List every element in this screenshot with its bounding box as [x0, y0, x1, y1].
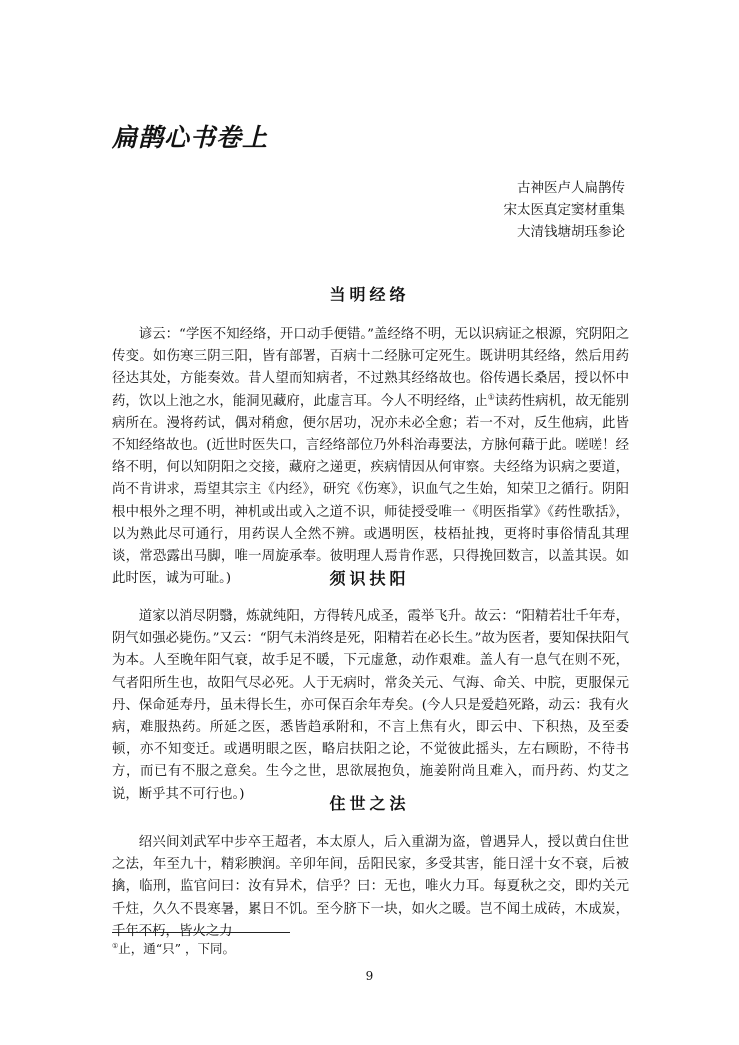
- section-heading: 须识扶阳: [329, 569, 410, 588]
- section-heading: 住世之法: [329, 794, 410, 813]
- attribution-line: 古神医卢人扁鹊传: [517, 180, 625, 196]
- footnote-text: 止，通“只” ，下同。: [118, 941, 236, 957]
- paragraph-text: 读药性病机，故无能别病所在。漫将药试，偶对稍愈，便尔居功，况亦未必全愈；若一不对，反生他病，此皆不知经络故也。(近世时医失口，言经络部位乃外科治毒要法，方脉何藉于此。嗟嗟！经络不明，何以知阴阳之交接，藏府之递更，疾病情因从何审察。夫经络为识病之要道，尚不肯讲求，焉望其宗主《内经》，研究《伤寒》，识血气之生始，知荣卫之循行。阴阳根中根外之理不明，神机或出或入之道不识，师徒授受唯一《明医指掌》《药性歌括》，以为熟此尽可通行，用药误人全然不辨。或遇明医，枝梧扯拽，更将时事俗情乱其理谈，常恐露出马脚，唯一周旋承奉。彼明理人焉肯作恶，只得挽回数言，以盖其误。如此时医，诚为可耻。): [112, 393, 630, 587]
- section-heading: 当明经络: [329, 285, 410, 304]
- attribution-line: 大清钱塘胡珏参论: [517, 224, 625, 240]
- attribution-block: [504, 177, 626, 243]
- section-paragraph: 绍兴间刘武军中步卒王超者，本太原人，后入重湖为盗，曾遇异人，授以黄白住世之法，年至九十，精彩腴润。辛卯年间，岳阳民家，多受其害，能日淫十女不衰，后被擒，临刑，监官问曰：汝有异术，信乎？曰：无也，唯火力耳。每夏秋之交，即灼关元千炷，久久不畏寒暑，累日不饥。至今脐下一块，如火之暖。岂不闻土成砖，木成炭，千年不朽，皆火之力: [112, 835, 629, 939]
- section-paragraph: [112, 324, 629, 590]
- footnote: [112, 937, 235, 958]
- page-number: 9: [365, 969, 374, 983]
- footnote-marker: ①: [112, 942, 119, 950]
- chapter-title: 扁鹊心书卷上: [112, 123, 269, 152]
- section-paragraph: 道家以消尽阴翳，炼就纯阳，方得转凡成圣，霞举飞升。故云：“阳精若壮千年寿，阴气如强必毙伤。”又云：“阴气未消终是死，阳精若在必长生。”故为医者，要知保扶阳气为本。人至晚年阳气衰，故手足不暖，下元虚惫，动作艰难。盖人有一息气在则不死，气者阳所生也，故阳气尽必死。人于无病时，常灸关元、气海、命关、中脘，更服保元丹、保命延寿丹，虽未得长生，亦可保百余年寿矣。(今人只是爱趋死路，动云：我有火病，难服热药。所延之医，悉皆趋承附和，不言上焦有火，即云中、下积热，及至委顿，亦不知变迁。或遇明眼之医，略启扶阳之论，不觉彼此摇头，左右顾盼，不待书方，而已有不服之意矣。生今之世，思欲展抱负，施姜附尚且难入，而丹药、灼艾之说，断乎其不可行也。): [112, 609, 629, 802]
- footnote-divider: [112, 932, 290, 933]
- paragraph-text: 谚云：“学医不知经络，开口动手便错。”盖经络不明，无以识病证之根源，究阴阳之传变。如伤寒三阴三阳，皆有部署，百病十二经脉可定死生。既讲明其经络，然后用药径达其处，方能奏效。昔人望而知病者，不过熟其经络故也。俗传遇长桑居，授以怀中药，饮以上池之水，能洞见藏府，此虚言耳。今人不明经络，止: [112, 327, 629, 409]
- footnote-ref[interactable]: ①: [487, 392, 495, 402]
- attribution-line: 宋太医真定窦材重集: [503, 202, 625, 218]
